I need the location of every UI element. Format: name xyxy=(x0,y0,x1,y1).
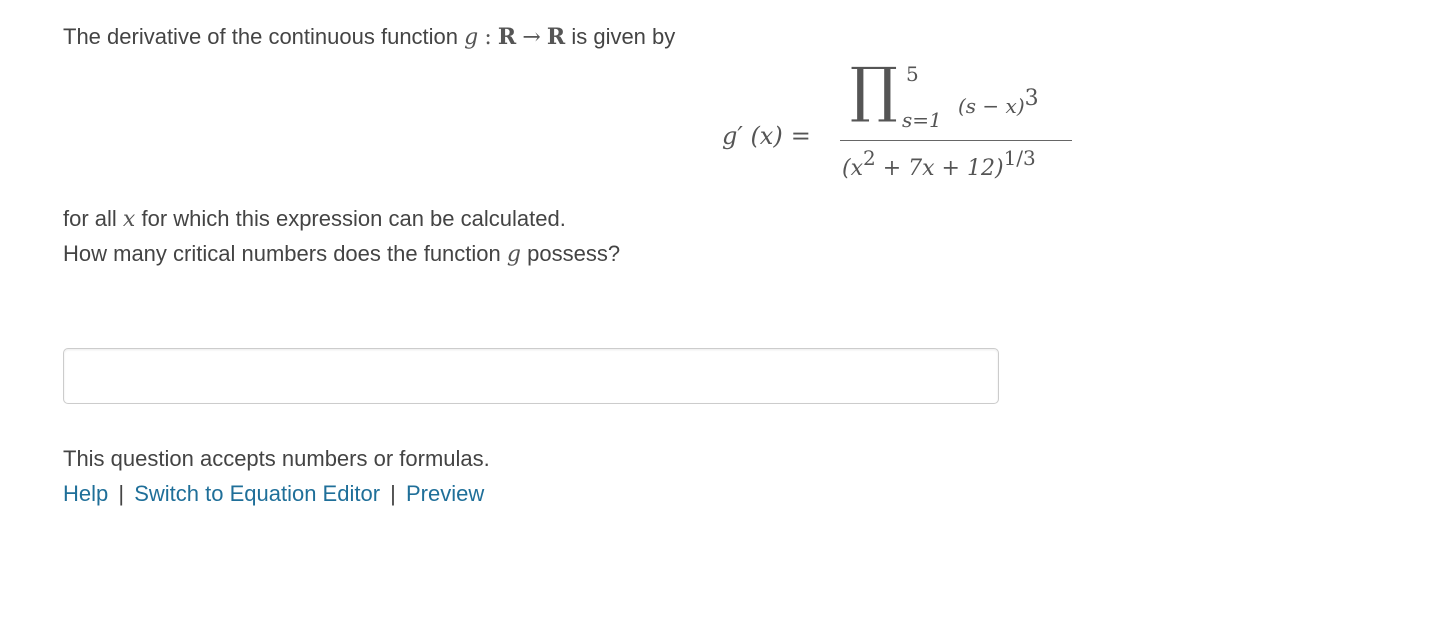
preview-link[interactable]: Preview xyxy=(406,481,485,506)
denominator-base: (x xyxy=(842,156,863,181)
denominator xyxy=(842,146,1036,181)
prompt-suffix: possess? xyxy=(527,241,621,266)
help-link[interactable]: Help xyxy=(63,481,109,506)
derivative-formula xyxy=(720,55,1080,200)
formula-lhs-text: g′ (x) xyxy=(722,122,783,150)
switch-equation-editor-link[interactable]: Switch to Equation Editor xyxy=(134,481,381,506)
product-term-exponent: 3 xyxy=(1024,86,1039,111)
for-all-prefix: for all xyxy=(63,206,117,231)
colon-symbol: : xyxy=(484,25,492,50)
equals-sign: = xyxy=(790,122,811,150)
intro-text: The derivative of the continuous function xyxy=(63,24,459,49)
codomain-symbol: R xyxy=(546,24,566,50)
for-all-variable: x xyxy=(122,207,136,232)
question-prompt xyxy=(63,241,620,267)
for-all-suffix: for which this expression can be calculated. xyxy=(141,206,566,231)
footer-links xyxy=(63,481,484,507)
intro-tail: is given by xyxy=(571,24,676,49)
denominator-rest: + 7x + 12) xyxy=(882,156,1004,181)
product-term xyxy=(958,86,1039,119)
function-name: g xyxy=(464,25,479,50)
fraction-bar xyxy=(840,140,1072,141)
link-separator: | xyxy=(118,481,125,506)
product-lower-limit: s=1 xyxy=(902,108,942,132)
product-term-base: (s − x) xyxy=(958,94,1025,118)
prompt-variable: g xyxy=(506,242,521,267)
for-all-line xyxy=(63,206,566,232)
question-intro xyxy=(63,24,675,50)
prompt-prefix: How many critical numbers does the function xyxy=(63,241,501,266)
formula-lhs xyxy=(722,122,811,150)
domain-symbol: R xyxy=(497,24,517,50)
denominator-exponent: 1/3 xyxy=(1003,146,1036,170)
answer-input[interactable] xyxy=(63,348,999,404)
arrow-icon: → xyxy=(522,25,541,50)
product-symbol: ∏ xyxy=(850,55,898,125)
accepts-note: This question accepts numbers or formulas. xyxy=(63,446,490,471)
product-upper-limit: 5 xyxy=(906,62,919,86)
denominator-square: 2 xyxy=(863,146,876,170)
link-separator: | xyxy=(390,481,396,506)
